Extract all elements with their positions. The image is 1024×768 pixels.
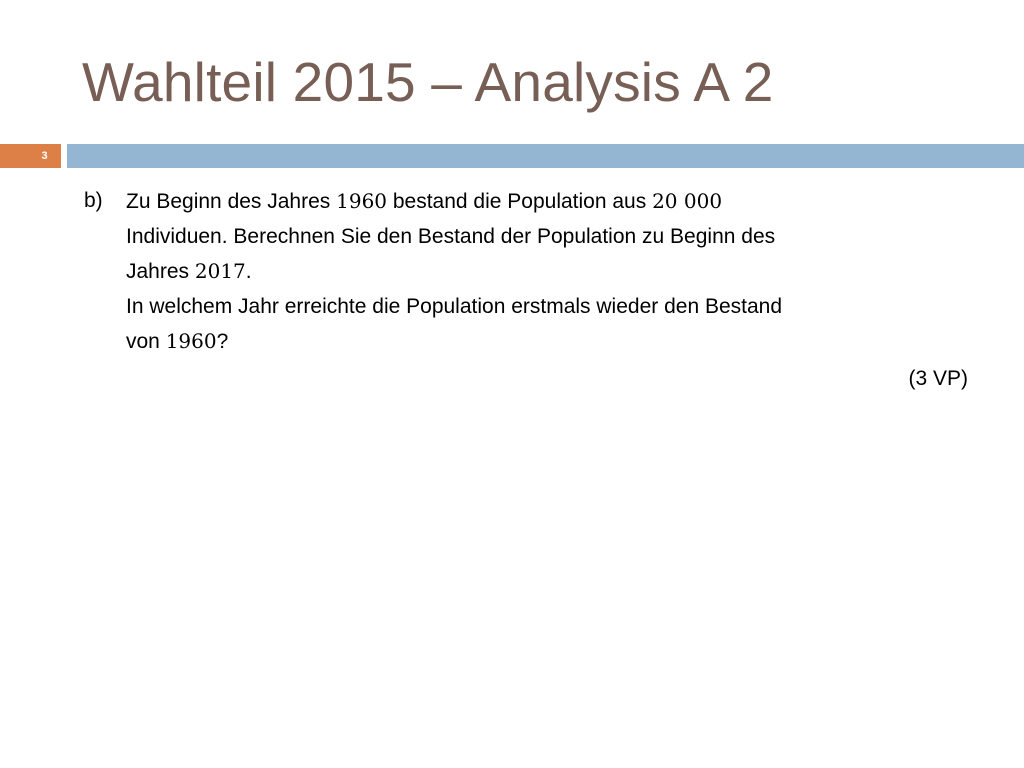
task-text [126,184,974,360]
accent-bar [67,144,1024,168]
points-label: (3 VP) [908,366,968,390]
header-bar [0,144,1024,168]
text-segment: bestand die Population aus [387,190,653,213]
text-segment: ? [216,330,229,353]
year-repeat: 1960 [165,329,217,353]
task-line-4: In welchem Jahr erreichte die Population erstmals wieder den Bestand [126,294,783,318]
task-line-2: Individuen. Berechnen Sie den Bestand der Population zu Beginn des [126,224,776,248]
task-line-5 [126,324,974,360]
population-value: 20 000 [652,189,723,213]
slide-number: 3 [0,144,61,168]
task-line-3 [126,254,974,290]
task-item-b [84,184,974,360]
text-segment: . [245,260,252,283]
task-content [84,184,974,396]
slide-title: Wahlteil 2015 – Analysis A 2 [82,51,774,113]
task-line-1 [126,184,974,220]
year-target: 2017 [194,259,246,283]
task-label: b) [84,189,103,212]
text-segment: Jahres [126,260,195,283]
year-start: 1960 [336,189,388,213]
text-segment: Zu Beginn des Jahres [126,190,337,213]
text-segment: von [126,330,166,353]
